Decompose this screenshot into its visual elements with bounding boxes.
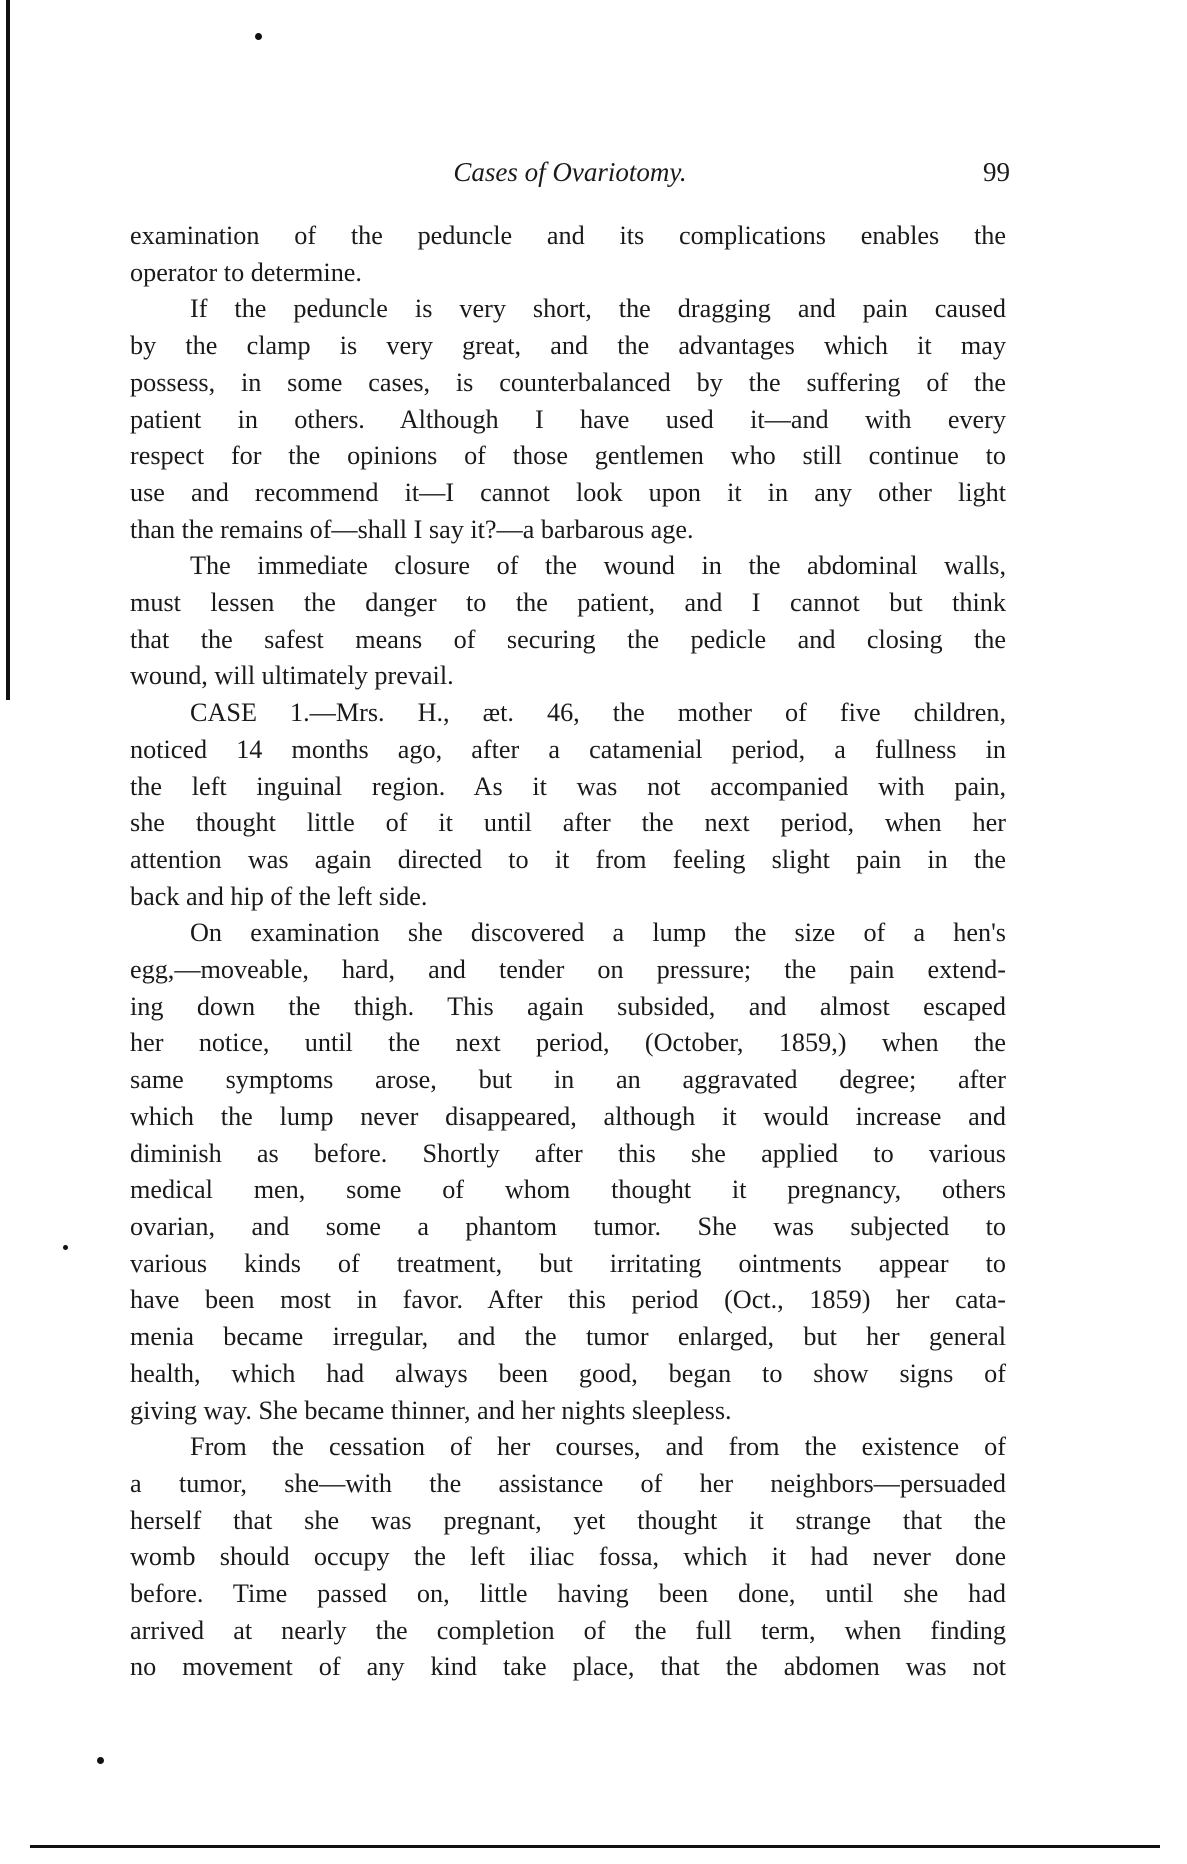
- text-line: The immediate closure of the wound in the abdominal walls,: [190, 551, 1006, 581]
- text-line: respect for the opinions of those gentlemen who still continue to: [130, 441, 1006, 471]
- text-line: various kinds of treatment, but irritating ointments appear to: [130, 1248, 1006, 1278]
- text-line: possess, in some cases, is counterbalanced by the suffering of the: [130, 367, 1006, 397]
- text-line: CASE 1.—Mrs. H., æt. 46, the mother of five children,: [190, 698, 1006, 728]
- page-number: 99: [983, 157, 1010, 187]
- text-line: the left inguinal region. As it was not accompanied with pain,: [130, 771, 1006, 801]
- text-line: than the remains of—shall I say it?—a barbarous age.: [130, 514, 694, 544]
- text-line: no movement of any kind take place, that the abdomen was not: [130, 1652, 1006, 1682]
- page-header: [130, 155, 1010, 195]
- text-line: must lessen the danger to the patient, and I cannot but think: [130, 588, 1006, 618]
- text-line: attention was again directed to it from feeling slight pain in the: [130, 844, 1006, 874]
- text-line: her notice, until the next period, (October, 1859,) when the: [130, 1028, 1006, 1058]
- ink-speck: [63, 1245, 68, 1250]
- text-line: giving way. She became thinner, and her nights sleepless.: [130, 1395, 732, 1425]
- text-line: medical men, some of whom thought it pregnancy, others: [130, 1175, 1006, 1205]
- text-line: before. Time passed on, little having been done, until she had: [130, 1579, 1006, 1609]
- text-line: examination of the peduncle and its complications enables the: [130, 221, 1006, 250]
- text-line: diminish as before. Shortly after this she applied to various: [130, 1138, 1006, 1168]
- ink-speck: [255, 33, 262, 40]
- text-line: which the lump never disappeared, although it would increase and: [130, 1101, 1006, 1131]
- text-line: ing down the thigh. This again subsided, and almost escaped: [130, 991, 1006, 1021]
- text-line: If the peduncle is very short, the dragging and pain caused: [190, 294, 1006, 324]
- text-line: same symptoms arose, but in an aggravated degree; after: [130, 1065, 1006, 1095]
- text-line: noticed 14 months ago, after a catamenial period, a fullness in: [130, 734, 1006, 764]
- text-line: health, which had always been good, began to show signs of: [130, 1358, 1006, 1388]
- text-line: operator to determine.: [130, 257, 362, 287]
- bottom-rule: [30, 1845, 1160, 1848]
- text-line: arrived at nearly the completion of the full term, when finding: [130, 1615, 1006, 1645]
- text-line: On examination she discovered a lump the size of a hen's: [190, 918, 1006, 948]
- text-line: ovarian, and some a phantom tumor. She was subjected to: [130, 1211, 1006, 1241]
- text-line: use and recommend it—I cannot look upon it in any other light: [130, 477, 1006, 507]
- text-line: menia became irregular, and the tumor enlarged, but her general: [130, 1322, 1006, 1352]
- left-binding-rule: [6, 0, 10, 700]
- text-line: patient in others. Although I have used it—and with every: [130, 404, 1006, 434]
- text-line: by the clamp is very great, and the advantages which it may: [130, 331, 1006, 361]
- running-title: Cases of Ovariotomy.: [453, 157, 687, 187]
- text-line: back and hip of the left side.: [130, 881, 428, 911]
- text-line: herself that she was pregnant, yet thought it strange that the: [130, 1505, 1006, 1535]
- text-line: that the safest means of securing the pedicle and closing the: [130, 624, 1006, 654]
- text-line: a tumor, she—with the assistance of her neighbors—persuaded: [130, 1468, 1006, 1498]
- text-line: she thought little of it until after the next period, when her: [130, 808, 1006, 838]
- text-line: wound, will ultimately prevail.: [130, 661, 454, 691]
- ink-speck: [97, 1757, 104, 1764]
- text-line: womb should occupy the left iliac fossa, which it had never done: [130, 1542, 1006, 1572]
- body-text: [130, 218, 1006, 1686]
- text-line: egg,—moveable, hard, and tender on pressure; the pain extend-: [130, 955, 1006, 985]
- text-line: From the cessation of her courses, and from the existence of: [190, 1432, 1006, 1462]
- text-line: have been most in favor. After this period (Oct., 1859) her cata-: [130, 1285, 1006, 1315]
